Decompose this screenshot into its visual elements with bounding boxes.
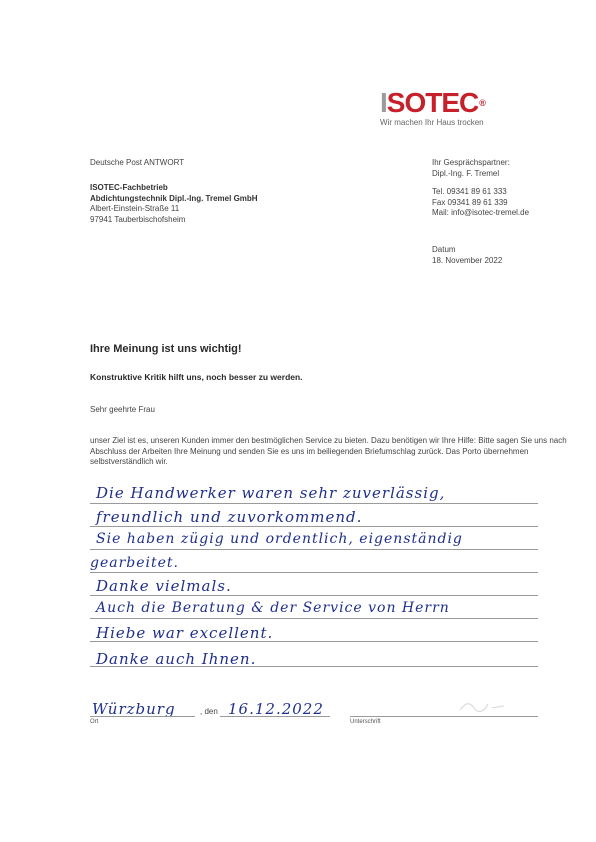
handwritten-line: Danke auch Ihnen. [96,650,257,668]
signed-date: 16.12.2022 [228,700,324,718]
date-prefix: , den [200,707,218,716]
handwritten-line: Danke vielmals. [96,577,232,595]
isotec-logo [380,87,510,130]
address-line-2: Abdichtungstechnik Dipl.-Ing. Tremel GmbH [90,193,258,203]
handwritten-line: freundlich und zuvorkommend. [96,508,363,526]
handwritten-line: Die Handwerker waren sehr zuverlässig, [96,484,446,502]
contact-name: Dipl.-Ing. F. Tremel [432,168,500,178]
handwritten-line: Hiebe war excellent. [96,624,274,642]
handwritten-line: gearbeitet. [90,555,179,571]
address-line-3: Albert-Einstein-Straße 11 [90,204,180,213]
contact-label: Ihr Gesprächspartner: [432,158,510,167]
signature-line [350,716,538,717]
ruled-line [90,618,538,619]
contact-fax: Fax 09341 89 61 339 [432,197,508,207]
logo-tagline: Wir machen Ihr Haus trocken [380,118,484,127]
salutation: Sehr geehrte Frau [90,405,155,414]
ruled-line [90,503,538,504]
ruled-line [90,549,538,550]
ruled-line [90,572,538,573]
contact-mail: Mail: info@isotec-tremel.de [432,208,530,217]
handwritten-line: Sie haben zügig und ordentlich, eigenständig [96,531,463,547]
contact-block [432,158,529,219]
date-line [220,716,330,717]
ruled-line [90,595,538,596]
recipient-address [90,183,258,225]
date-value: 18. November 2022 [432,255,503,265]
page-subtitle: Konstruktive Kritik hilft uns, noch besser zu werden. [90,372,303,382]
place-value: Würzburg [92,700,176,718]
logo-wordmark: ISOTEC® [380,87,485,118]
signature-label: Unterschrift [350,719,381,725]
page-title: Ihre Meinung ist uns wichtig! [90,343,242,355]
place-label: Ort [90,719,99,725]
show-through-mark [458,698,508,714]
sender-line: Deutsche Post ANTWORT [90,158,185,167]
address-line-1: ISOTEC-Fachbetrieb [90,183,168,192]
date-label: Datum [432,245,456,254]
place-line [90,716,195,717]
address-line-4: 97941 Tauberbischofsheim [90,214,186,224]
date-block [432,245,502,266]
ruled-line [90,526,538,527]
body-paragraph: unser Ziel ist es, unseren Kunden immer den bestmöglichen Service zu bieten. Dazu benötigen wir Ihre Hilfe: Bitte sagen Sie uns nach Abschluss der Arbeiten Ihre Meinung und senden Sie es uns im beiliegenden Briefumschlag zurück. Das Porto übernehmen selbstverständlich wir. [90,436,567,466]
handwritten-line: Auch die Beratung & der Service von Herrn [96,600,450,616]
contact-tel: Tel. 09341 89 61 333 [432,187,507,196]
